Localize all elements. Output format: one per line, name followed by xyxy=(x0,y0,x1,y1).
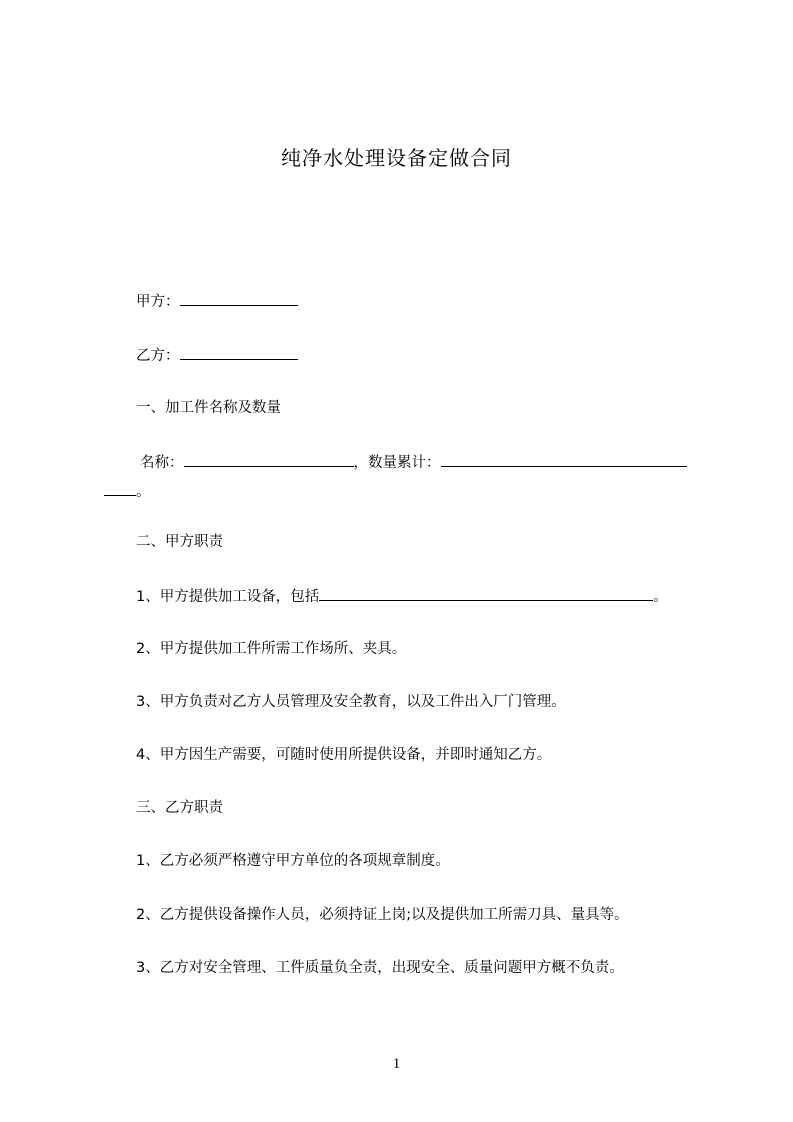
party-a-line xyxy=(136,291,298,312)
quantity-label: ，数量累计： xyxy=(353,455,441,471)
party-a-label: 甲方： xyxy=(136,294,180,310)
quantity-end: 。 xyxy=(136,484,151,500)
section1-heading: 一、加工件名称及数量 xyxy=(136,400,281,416)
party-a-blank[interactable] xyxy=(180,291,298,306)
section3-item2: 2、乙方提供设备操作人员，必须持证上岗;以及提供加工所需刀具、量具等。 xyxy=(136,907,629,923)
party-b-blank[interactable] xyxy=(180,345,298,360)
section2-item2: 2、甲方提供加工件所需工作场所、夹具。 xyxy=(136,641,407,657)
section2-item1-end: 。 xyxy=(653,589,668,605)
quantity-blank-continued[interactable] xyxy=(104,481,136,496)
section2-item4: 4、甲方因生产需要，可随时使用所提供设备，并即时通知乙方。 xyxy=(136,747,552,763)
section3-item1: 1、乙方必须严格遵守甲方单位的各项规章制度。 xyxy=(136,853,450,869)
section2-heading: 二、甲方职责 xyxy=(136,534,223,550)
name-quantity-line xyxy=(140,452,687,473)
quantity-continuation xyxy=(104,481,151,502)
name-label: 名称： xyxy=(140,455,184,471)
party-b-label: 乙方： xyxy=(136,348,180,364)
document-title: 纯净水处理设备定做合同 xyxy=(281,146,512,170)
quantity-blank[interactable] xyxy=(441,452,687,467)
name-blank[interactable] xyxy=(184,452,354,467)
page-number: 1 xyxy=(392,1056,401,1072)
section2-item3: 3、甲方负责对乙方人员管理及安全教育，以及工件出入厂门管理。 xyxy=(136,694,566,710)
section2-item1 xyxy=(136,586,668,607)
section3-heading: 三、乙方职责 xyxy=(136,800,223,816)
section3-item3: 3、乙方对安全管理、工件质量负全责，出现安全、质量问题甲方概不负责。 xyxy=(136,960,624,976)
section2-item1-text: 1、甲方提供加工设备，包括 xyxy=(136,589,320,605)
equipment-blank[interactable] xyxy=(319,586,653,601)
party-b-line xyxy=(136,345,298,366)
